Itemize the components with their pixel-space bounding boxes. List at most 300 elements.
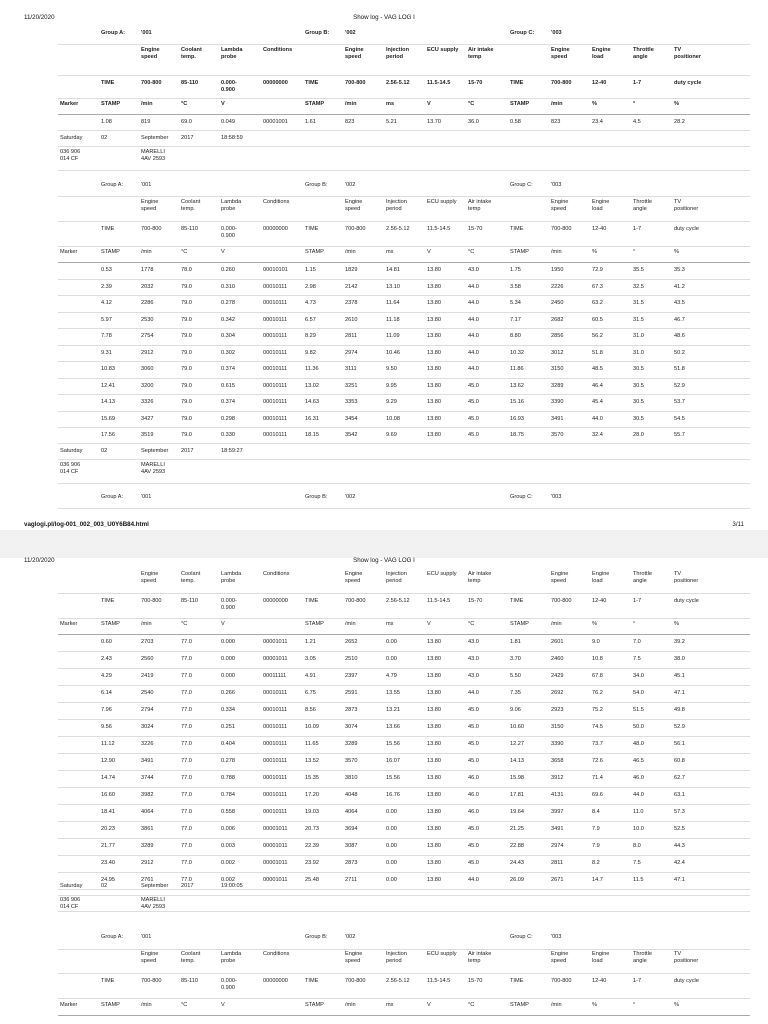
cell-time_c: TIME <box>510 226 524 232</box>
cell-a2: 77.0 <box>181 741 192 747</box>
footer-url[interactable]: vaglogi.pl/log-001_002_003_U0Y6B84.html <box>24 521 149 528</box>
cell-time_c: 21.25 <box>510 826 524 832</box>
cell-b2: 10.08 <box>386 416 400 422</box>
cell-time_b: 25.48 <box>305 877 319 883</box>
cell-c1: /min <box>551 101 563 107</box>
cell-b1: 2397 <box>345 673 358 679</box>
cell-time_a: Group A: <box>101 494 124 500</box>
cell-b1: 3694 <box>345 826 358 832</box>
cell-c3: 32.5 <box>633 284 644 290</box>
cell-c3: Throttle angle <box>633 199 652 212</box>
table-row-units <box>58 999 750 1016</box>
cell-time_a: 18.41 <box>101 809 115 815</box>
cell-b1: Engine speed <box>345 571 363 584</box>
cell-time_c: TIME <box>510 598 524 604</box>
cell-time_a: 5.97 <box>101 317 112 323</box>
cell-time_c: STAMP <box>510 1002 529 1008</box>
cell-b1: 2711 <box>345 877 358 883</box>
cell-a4: 00010111 <box>263 350 288 356</box>
cell-b4: 43.0 <box>468 656 479 662</box>
cell-b2: 10.46 <box>386 350 400 356</box>
cell-a2: 79.0 <box>181 399 192 405</box>
cell-c4: TV positioner <box>674 571 699 584</box>
cell-time_c: 8.80 <box>510 333 521 339</box>
cell-c4: duty cycle <box>674 598 699 604</box>
cell-time_b: 10.09 <box>305 724 319 730</box>
cell-time_a: 12.41 <box>101 383 115 389</box>
cell-b4: °C <box>468 621 475 627</box>
table-row <box>58 685 750 703</box>
cell-b3: 11.5-14.5 <box>427 226 451 232</box>
cell-a2: 79.0 <box>181 432 192 438</box>
cell-a3: Lambda probe <box>221 951 242 964</box>
cell-a4: 00010111 <box>263 284 288 290</box>
cell-time_b: 14.63 <box>305 399 319 405</box>
cell-a2: 69.0 <box>181 119 192 125</box>
cell-a1: 2754 <box>141 333 154 339</box>
table-row-units <box>58 246 750 263</box>
cell-a4: 00010111 <box>263 333 288 339</box>
cell-a3: 0.002 <box>221 877 235 883</box>
cell-a3: V <box>221 101 225 107</box>
cell-c4: 47.1 <box>674 877 685 883</box>
table-row-names <box>58 44 750 76</box>
cell-time_b: 22.39 <box>305 843 319 849</box>
cell-a1: September <box>141 883 169 889</box>
cell-a1: September <box>141 135 169 141</box>
cell-b1: 2811 <box>345 333 358 339</box>
cell-a4: 00010111 <box>263 383 288 389</box>
cell-c1: /min <box>551 621 562 627</box>
cell-time_c: 5.34 <box>510 300 521 306</box>
cell-a3: 0.000- 0.900 <box>221 80 237 93</box>
cell-time_b: 11.65 <box>305 741 319 747</box>
cell-a1: 3861 <box>141 826 154 832</box>
cell-a3: 18:58:59 <box>221 135 243 141</box>
table-row <box>58 312 750 329</box>
cell-time_a: 12.90 <box>101 758 115 764</box>
cell-a4: 00000000 <box>263 226 288 232</box>
cell-time_b: STAMP <box>305 249 324 255</box>
cell-a1: 2560 <box>141 656 154 662</box>
cell-time_a: 9.56 <box>101 724 112 730</box>
cell-a2: 79.0 <box>181 300 192 306</box>
cell-time_c: 17.81 <box>510 792 524 798</box>
cell-a1: 2540 <box>141 690 154 696</box>
table-row <box>58 770 750 788</box>
cell-b1: '002 <box>345 934 356 940</box>
cell-c3: 1-7 <box>633 80 642 86</box>
cell-b4: 45.0 <box>468 758 479 764</box>
cell-b2: Injection period <box>386 199 407 212</box>
cell-b1: /min <box>345 249 356 255</box>
cell-time_b: 4.91 <box>305 673 316 679</box>
cell-c1: 3150 <box>551 724 564 730</box>
cell-c1: 2856 <box>551 333 564 339</box>
page-title: Show log - VAG LOG I <box>353 557 415 564</box>
cell-a3: 0.788 <box>221 775 235 781</box>
cell-a2: Coolant temp. <box>181 47 202 60</box>
cell-c1: 3390 <box>551 741 564 747</box>
cell-a2: °C <box>181 101 188 107</box>
cell-b1: 823 <box>345 119 355 125</box>
cell-a1: 3982 <box>141 792 154 798</box>
cell-a1: 3226 <box>141 741 154 747</box>
cell-c3: ° <box>633 1002 636 1008</box>
cell-time_c: 24.43 <box>510 860 524 866</box>
cell-b4: 45.0 <box>468 860 479 866</box>
cell-c3: ° <box>633 621 636 627</box>
cell-b4: 15-70 <box>468 226 483 232</box>
cell-b2: 11.64 <box>386 300 400 306</box>
cell-a4: 00001011 <box>263 639 288 645</box>
cell-c2: % <box>592 101 597 107</box>
cell-b3: 13.80 <box>427 826 441 832</box>
cell-c2: Engine load <box>592 199 610 212</box>
cell-c2: 51.8 <box>592 350 603 356</box>
cell-time_c: Group C: <box>510 494 533 500</box>
cell-a1: '001 <box>141 30 152 36</box>
table-row <box>58 328 750 346</box>
table-row-foot2 <box>58 459 750 484</box>
cell-b2: 4.79 <box>386 673 397 679</box>
cell-a1: 3744 <box>141 775 154 781</box>
cell-a4: 00010111 <box>263 416 288 422</box>
cell-time_a: 16.60 <box>101 792 115 798</box>
cell-c1: 1950 <box>551 267 564 273</box>
cell-a4: 00010111 <box>263 809 288 815</box>
cell-a3: 0.298 <box>221 416 235 422</box>
cell-b3: 13.80 <box>427 758 441 764</box>
cell-c2: 10.8 <box>592 656 603 662</box>
cell-a2: °C <box>181 621 188 627</box>
cell-b2: ms <box>386 101 395 107</box>
cell-b2: ms <box>386 1002 394 1008</box>
cell-c2: 8.2 <box>592 860 600 866</box>
cell-b4: °C <box>468 101 475 107</box>
cell-a1: 2761 <box>141 877 154 883</box>
table-row <box>58 668 750 686</box>
cell-b2: 14.81 <box>386 267 400 273</box>
cell-b3: ECU supply <box>427 47 459 53</box>
cell-a1: 2912 <box>141 860 154 866</box>
cell-c3: 7.0 <box>633 639 641 645</box>
cell-b3: ECU supply <box>427 571 457 577</box>
cell-c1: 4131 <box>551 792 564 798</box>
cell-a1: MARELLI 4AV 2593 <box>141 897 166 910</box>
cell-a4: 00001011 <box>263 860 288 866</box>
cell-time_a: 10.83 <box>101 366 115 372</box>
cell-c2: 23.4 <box>592 119 603 125</box>
table-row <box>58 736 750 754</box>
cell-c2: 76.2 <box>592 690 603 696</box>
cell-c1: '003 <box>551 494 562 500</box>
cell-c3: ° <box>633 249 636 255</box>
table-row-foot1 <box>58 130 750 147</box>
cell-b4: 15-70 <box>468 80 483 86</box>
cell-b2: 0.00 <box>386 860 397 866</box>
cell-a1: 2032 <box>141 284 154 290</box>
cell-b4: 45.0 <box>468 707 479 713</box>
cell-c4: 56.1 <box>674 741 685 747</box>
cell-b4: °C <box>468 249 475 255</box>
cell-a1: 3289 <box>141 843 154 849</box>
cell-b3: 13.80 <box>427 366 441 372</box>
cell-b3: V <box>427 621 431 627</box>
cell-c4: 52.9 <box>674 383 685 389</box>
cell-a2: 85-110 <box>181 978 199 984</box>
cell-c1: 2692 <box>551 690 564 696</box>
cell-time_b: 9.82 <box>305 350 316 356</box>
cell-a4: 00001011 <box>263 877 288 883</box>
cell-b3: ECU supply <box>427 199 457 205</box>
table-row-foot2 <box>58 146 750 171</box>
cell-a3: 0.374 <box>221 366 235 372</box>
cell-b2: 15.56 <box>386 775 400 781</box>
cell-a2: 77.0 <box>181 724 192 730</box>
cell-a3: V <box>221 249 225 255</box>
cell-c2: Engine load <box>592 47 611 60</box>
cell-b1: 1829 <box>345 267 358 273</box>
table-row <box>58 295 750 313</box>
cell-a4: 00001001 <box>263 119 288 125</box>
cell-a2: 2017 <box>181 448 194 454</box>
cell-time_c: 3.70 <box>510 656 521 662</box>
cell-b4: 45.0 <box>468 826 479 832</box>
cell-b3: 13.80 <box>427 775 441 781</box>
cell-b3: 11.5-14.5 <box>427 978 451 984</box>
cell-c1: 700-800 <box>551 80 572 86</box>
cell-time_c: 19.64 <box>510 809 524 815</box>
cell-time_a: Group A: <box>101 934 124 940</box>
cell-b2: 0.00 <box>386 877 397 883</box>
cell-marker: Marker <box>60 249 78 255</box>
cell-c4: 62.7 <box>674 775 685 781</box>
cell-c2: 67.3 <box>592 284 603 290</box>
cell-a3: 0.330 <box>221 432 235 438</box>
cell-a3: 0.615 <box>221 383 235 389</box>
cell-time_c: TIME <box>510 978 524 984</box>
cell-c3: 31.5 <box>633 300 644 306</box>
table-row <box>58 804 750 822</box>
cell-c4: TV positioner <box>674 951 699 964</box>
cell-b1: 2610 <box>345 317 358 323</box>
cell-marker: Saturday <box>60 135 83 141</box>
cell-c2: 63.2 <box>592 300 603 306</box>
cell-a1: '001 <box>141 934 152 940</box>
cell-c3: 11.5 <box>633 877 644 883</box>
cell-a2: 85-110 <box>181 80 199 86</box>
cell-b2: ms <box>386 621 394 627</box>
cell-c1: 3997 <box>551 809 564 815</box>
cell-time_a: TIME <box>101 80 115 86</box>
cell-a1: 4064 <box>141 809 154 815</box>
page-number: 3/11 <box>732 521 744 528</box>
cell-c3: 8.0 <box>633 843 641 849</box>
cell-a2: 85-110 <box>181 598 199 604</box>
cell-marker: Saturday <box>60 883 83 889</box>
cell-a3: 0.000 <box>221 656 235 662</box>
cell-c1: '003 <box>551 934 562 940</box>
cell-a1: 2912 <box>141 350 154 356</box>
cell-b1: 3353 <box>345 399 358 405</box>
table-row <box>58 855 750 873</box>
cell-a1: 2419 <box>141 673 154 679</box>
cell-a1: 3200 <box>141 383 154 389</box>
cell-c1: 2811 <box>551 860 564 866</box>
cell-c2: 56.2 <box>592 333 603 339</box>
cell-b1: 2652 <box>345 639 358 645</box>
cell-a4: 00001011 <box>263 843 288 849</box>
cell-time_a: 2.43 <box>101 656 112 662</box>
cell-a3: 0.558 <box>221 809 235 815</box>
cell-a2: 77.0 <box>181 826 192 832</box>
cell-time_c: 26.09 <box>510 877 524 883</box>
table-row-ranges <box>58 973 750 999</box>
cell-b3: V <box>427 1002 431 1008</box>
table-row-ranges <box>58 75 750 99</box>
cell-b2: ms <box>386 249 394 255</box>
cell-b1: /min <box>345 1002 356 1008</box>
cell-c1: '003 <box>551 182 562 188</box>
cell-c3: 35.5 <box>633 267 644 273</box>
cell-time_b: 15.35 <box>305 775 319 781</box>
cell-b4: 36.0 <box>468 119 479 125</box>
cell-a2: 77.0 <box>181 792 192 798</box>
cell-c3: 4.5 <box>633 119 641 125</box>
cell-c3: 31.5 <box>633 317 644 323</box>
cell-a3: 0.049 <box>221 119 235 125</box>
cell-b3: 13.80 <box>427 416 441 422</box>
cell-time_a: STAMP <box>101 249 120 255</box>
cell-a1: Engine speed <box>141 951 159 964</box>
cell-c1: 2601 <box>551 639 564 645</box>
cell-c1: Engine speed <box>551 199 569 212</box>
cell-b3: ECU supply <box>427 951 457 957</box>
page-footer <box>0 519 768 529</box>
cell-a3: 0.000- 0.900 <box>221 978 237 991</box>
cell-b2: 9.95 <box>386 383 397 389</box>
cell-a4: 00010111 <box>263 792 288 798</box>
cell-time_a: 02 <box>101 135 108 141</box>
cell-time_b: 1.61 <box>305 119 316 125</box>
cell-a4: 00010101 <box>263 267 288 273</box>
cell-c1: 700-800 <box>551 978 572 984</box>
cell-c1: 700-800 <box>551 226 572 232</box>
cell-c2: 44.0 <box>592 416 603 422</box>
cell-time_a: 20.23 <box>101 826 115 832</box>
cell-time_a: 7.78 <box>101 333 112 339</box>
cell-b1: '002 <box>345 182 356 188</box>
cell-b2: 11.09 <box>386 333 400 339</box>
table-row <box>58 411 750 428</box>
cell-c3: 7.5 <box>633 860 641 866</box>
cell-c3: 1-7 <box>633 598 642 604</box>
table-row-ranges <box>58 593 750 619</box>
cell-a1: 2794 <box>141 707 154 713</box>
cell-b1: '002 <box>345 30 356 36</box>
cell-a1: 700-800 <box>141 226 162 232</box>
cell-a2: Coolant temp. <box>181 571 201 584</box>
cell-b4: 45.0 <box>468 432 479 438</box>
cell-b1: 2873 <box>345 860 358 866</box>
cell-a2: 79.0 <box>181 350 192 356</box>
cell-time_c: Group C: <box>510 934 533 940</box>
cell-time_b: Group B: <box>305 934 328 940</box>
cell-a1: 3519 <box>141 432 154 438</box>
cell-b4: 45.0 <box>468 383 479 389</box>
cell-b1: 700-800 <box>345 978 366 984</box>
cell-b4: 45.0 <box>468 399 479 405</box>
cell-time_a: 02 <box>101 883 108 889</box>
cell-b4: Air intake temp <box>468 199 492 212</box>
cell-c4: TV positioner <box>674 47 702 60</box>
cell-marker: 036 906 014 CF <box>60 149 81 162</box>
cell-b4: 45.0 <box>468 416 479 422</box>
cell-b4: 44.0 <box>468 317 479 323</box>
cell-b2: 13.66 <box>386 724 400 730</box>
cell-a2: 79.0 <box>181 284 192 290</box>
cell-a1: Engine speed <box>141 47 160 60</box>
table-row-units <box>58 618 750 635</box>
cell-c4: 53.7 <box>674 399 685 405</box>
cell-time_b: 13.52 <box>305 758 319 764</box>
cell-time_c: Group C: <box>510 30 535 36</box>
cell-c4: 45.1 <box>674 673 685 679</box>
cell-b4: 15-70 <box>468 598 483 604</box>
cell-b3: 13.80 <box>427 399 441 405</box>
cell-c2: 9.0 <box>592 639 600 645</box>
cell-time_b: 2.98 <box>305 284 316 290</box>
cell-a2: 77.0 <box>181 860 192 866</box>
cell-a4: 00001011 <box>263 656 288 662</box>
cell-c2: 12-40 <box>592 598 607 604</box>
cell-b3: 13.80 <box>427 690 441 696</box>
page-title: Show log - VAG LOG I <box>353 14 415 21</box>
cell-b4: Air intake temp <box>468 571 492 584</box>
cell-c1: Engine speed <box>551 951 569 964</box>
cell-time_a: 1.08 <box>101 119 112 125</box>
cell-marker: 036 906 014 CF <box>60 897 81 910</box>
cell-a3: 0.000 <box>221 639 235 645</box>
cell-a4: 00010111 <box>263 690 288 696</box>
cell-b2: 11.18 <box>386 317 400 323</box>
cell-a2: 79.0 <box>181 317 192 323</box>
cell-b2: 13.10 <box>386 284 400 290</box>
cell-b3: 13.80 <box>427 383 441 389</box>
cell-time_b: TIME <box>305 80 319 86</box>
cell-a1: 3491 <box>141 758 154 764</box>
cell-time_c: 14.13 <box>510 758 524 764</box>
cell-time_a: 23.40 <box>101 860 115 866</box>
cell-time_b: 8.29 <box>305 333 316 339</box>
table-row <box>58 702 750 720</box>
cell-a3: 0.003 <box>221 843 235 849</box>
cell-time_c: 10.32 <box>510 350 524 356</box>
cell-c1: 3570 <box>551 432 564 438</box>
table-row <box>58 719 750 737</box>
cell-time_c: STAMP <box>510 101 530 107</box>
cell-a1: MARELLI 4AV 2593 <box>141 149 166 162</box>
cell-b2: 2.56-5.12 <box>386 978 410 984</box>
cell-c4: 43.5 <box>674 300 685 306</box>
cell-c3: 30.5 <box>633 366 644 372</box>
cell-c3: 30.5 <box>633 399 644 405</box>
cell-b3: 11.5-14.5 <box>427 598 451 604</box>
cell-time_b: STAMP <box>305 621 324 627</box>
cell-a4: 00010111 <box>263 399 288 405</box>
table-row-names <box>58 196 750 222</box>
